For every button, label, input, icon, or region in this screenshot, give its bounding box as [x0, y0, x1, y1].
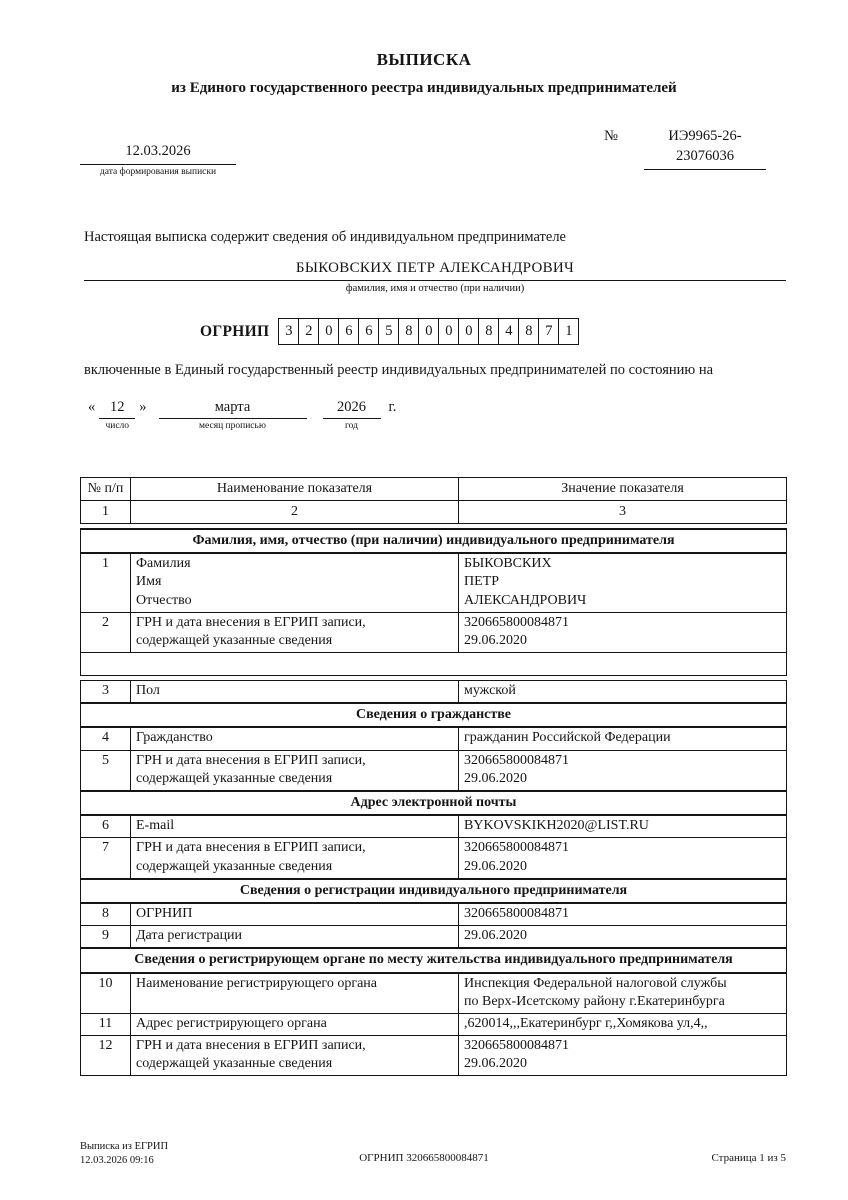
indicator-name-cell: [131, 553, 459, 612]
cell-line: 29.06.2020: [464, 928, 527, 944]
as-of-day-caption: число: [105, 420, 130, 431]
section-row: [81, 529, 787, 553]
cell-line: 29.06.2020: [464, 770, 527, 786]
cell-line: ГРН и дата внесения в ЕГРИП записи,: [136, 614, 366, 630]
section-row: [81, 791, 787, 815]
indicator-name-cell: [131, 1036, 459, 1076]
ogrnip-digit-box: 1: [558, 318, 579, 345]
data-row: [81, 926, 787, 949]
cell-line: Адрес регистрирующего органа: [136, 1015, 327, 1031]
footer-timestamp: 12.03.2026 09:16: [80, 1154, 154, 1166]
cell-line: Имя: [136, 574, 162, 590]
data-row: [81, 681, 787, 704]
row-number-cell: 3: [81, 681, 131, 704]
row-number-cell: 10: [81, 973, 131, 1014]
intro-text: Настоящая выписка содержит сведения об индивидуальном предпринимателе: [84, 229, 566, 245]
spacer-cell: [81, 653, 787, 676]
ogrnip-digit-box: 8: [518, 318, 539, 345]
cell-line: E-mail: [136, 818, 175, 834]
indicator-name-cell: [131, 681, 459, 704]
table-header-row: [81, 477, 787, 500]
indicator-name-cell: [131, 815, 459, 838]
ogrnip-digit-box: 6: [358, 318, 379, 345]
section-row: [81, 879, 787, 903]
row-number-cell: 9: [81, 926, 131, 949]
cell-line: Дата регистрации: [136, 928, 243, 944]
column-number: 1: [81, 500, 131, 523]
cell-line: 29.06.2020: [464, 1056, 527, 1072]
column-header: Значение показателя: [459, 477, 787, 500]
as-of-day-blank: [99, 399, 135, 431]
row-number-cell: 2: [81, 612, 131, 652]
column-number: 2: [131, 500, 459, 523]
as-of-month: марта: [159, 399, 307, 419]
cell-line: 320665800084871: [464, 840, 569, 856]
column-header: Наименование показателя: [131, 477, 459, 500]
indicator-name-cell: [131, 973, 459, 1014]
cell-line: Наименование регистрирующего органа: [136, 975, 377, 991]
extract-number-block: [604, 127, 766, 177]
as-of-date-row: [84, 399, 848, 431]
cell-line: 320665800084871: [464, 905, 569, 921]
cell-line: ГРН и дата внесения в ЕГРИП записи,: [136, 752, 366, 768]
section-title: Сведения о регистрирующем органе по месту жительства индивидуального предпринимателя: [81, 948, 787, 972]
footer-doc-type: Выписка из ЕГРИП: [80, 1141, 169, 1152]
row-number-cell: 11: [81, 1013, 131, 1035]
cell-line: ГРН и дата внесения в ЕГРИП записи,: [136, 1038, 366, 1054]
as-of-day: 12: [99, 399, 135, 419]
spacer-row: [81, 653, 787, 676]
row-number-cell: 1: [81, 553, 131, 612]
cell-line: ГРН и дата внесения в ЕГРИП записи,: [136, 840, 366, 856]
row-number-cell: 12: [81, 1036, 131, 1076]
ogrnip-digit-box: 0: [458, 318, 479, 345]
cell-line: ОГРНИП: [136, 905, 193, 921]
as-of-year: 2026: [323, 399, 381, 419]
cell-line: 320665800084871: [464, 752, 569, 768]
page-footer: [0, 1140, 848, 1172]
indicator-value-cell: [459, 903, 787, 926]
cell-line: 29.06.2020: [464, 632, 527, 648]
column-number-row: [81, 500, 787, 523]
column-header: № п/п: [81, 477, 131, 500]
row-number-cell: 4: [81, 727, 131, 750]
cell-line: ПЕТР: [464, 574, 499, 590]
ogrnip-row: [200, 318, 848, 345]
ogrnip-digit-box: 0: [438, 318, 459, 345]
document-title: ВЫПИСКА: [376, 50, 472, 69]
ogrnip-digit-box: 4: [498, 318, 519, 345]
cell-line: содержащей указанные сведения: [136, 632, 333, 648]
indicator-value-cell: [459, 681, 787, 704]
cell-line: содержащей указанные сведения: [136, 1056, 333, 1072]
indicator-value-cell: [459, 1013, 787, 1035]
cell-line: Отчество: [136, 592, 192, 608]
cell-line: Инспекция Федеральной налоговой службы: [464, 975, 727, 991]
cell-line: Гражданство: [136, 730, 213, 746]
indicator-value-cell: [459, 815, 787, 838]
number-sign: №: [604, 128, 618, 144]
section-row: [81, 948, 787, 972]
indicator-value-cell: [459, 973, 787, 1014]
indicator-value-cell: [459, 553, 787, 612]
cell-line: содержащей указанные сведения: [136, 770, 333, 786]
formation-date: 12.03.2026: [80, 143, 236, 165]
document-subtitle: из Единого государственного реестра индивидуальных предпринимателей: [171, 80, 677, 96]
cell-line: содержащей указанные сведения: [136, 858, 333, 874]
ogrnip-digit-boxes: [278, 318, 579, 345]
ogrnip-digit-box: 5: [378, 318, 399, 345]
as-of-year-blank: [323, 399, 381, 431]
indicator-value-cell: [459, 1036, 787, 1076]
indicator-value-cell: [459, 750, 787, 791]
section-row: [81, 703, 787, 727]
extract-number-line1: ИЭ9965-26-: [668, 128, 742, 144]
indicator-name-cell: [131, 926, 459, 949]
row-number-cell: 6: [81, 815, 131, 838]
data-row: [81, 1013, 787, 1035]
data-row: [81, 815, 787, 838]
indicator-value-cell: [459, 838, 787, 879]
cell-line: 29.06.2020: [464, 858, 527, 874]
info-table: [80, 528, 787, 676]
cell-line: гражданин Российской Федерации: [464, 730, 671, 746]
cell-line: по Верх-Исетскому району г.Екатеринбурга: [464, 993, 725, 1009]
as-of-year-caption: год: [345, 420, 358, 431]
section-title: Сведения о регистрации индивидуального предпринимателя: [81, 879, 787, 903]
header-row: [80, 127, 766, 177]
indicator-name-cell: [131, 903, 459, 926]
ogrnip-digit-box: 0: [318, 318, 339, 345]
entrepreneur-name-block: [84, 260, 786, 281]
section-title: Сведения о гражданстве: [81, 703, 787, 727]
cell-line: BYKOVSKIKH2020@LIST.RU: [464, 818, 649, 834]
row-number-cell: 7: [81, 838, 131, 879]
data-row: [81, 903, 787, 926]
cell-line: 320665800084871: [464, 614, 569, 630]
entrepreneur-name-caption: фамилия, имя и отчество (при наличии): [345, 283, 525, 294]
ogrnip-digit-box: 7: [538, 318, 559, 345]
data-row: [81, 973, 787, 1014]
section-title: Фамилия, имя, отчество (при наличии) индивидуального предпринимателя: [81, 529, 787, 553]
ogrnip-digit-box: 6: [338, 318, 359, 345]
ogrnip-label: ОГРНИП: [200, 322, 270, 340]
section-title: Адрес электронной почты: [81, 791, 787, 815]
indicator-name-cell: [131, 838, 459, 879]
as-of-month-caption: месяц прописью: [199, 420, 266, 431]
indicator-name-cell: [131, 727, 459, 750]
data-row: [81, 750, 787, 791]
indicator-value-cell: [459, 612, 787, 652]
indicator-tables: [80, 477, 848, 1077]
cell-line: мужской: [464, 683, 516, 699]
as-of-month-blank: [159, 399, 307, 431]
data-row: [81, 612, 787, 652]
indicator-name-cell: [131, 750, 459, 791]
cell-line: АЛЕКСАНДРОВИЧ: [464, 592, 587, 608]
row-number-cell: 8: [81, 903, 131, 926]
ogrnip-digit-box: 8: [478, 318, 499, 345]
cell-line: БЫКОВСКИХ: [464, 556, 552, 572]
data-row: [81, 838, 787, 879]
column-number: 3: [459, 500, 787, 523]
year-suffix: г.: [388, 398, 397, 415]
close-quote: »: [139, 398, 147, 415]
included-text: включенные в Единый государственный реестр индивидуальных предпринимателей по состоянию на: [84, 362, 714, 378]
ogrnip-digit-box: 0: [418, 318, 439, 345]
ogrnip-digit-box: 2: [298, 318, 319, 345]
open-quote: «: [88, 398, 96, 415]
ogrnip-digit-box: 3: [278, 318, 299, 345]
info-table: [80, 477, 787, 524]
ogrnip-digit-box: 8: [398, 318, 419, 345]
row-number-cell: 5: [81, 750, 131, 791]
data-row: [81, 1036, 787, 1076]
info-table: [80, 680, 787, 1076]
cell-line: 320665800084871: [464, 1038, 569, 1054]
indicator-value-cell: [459, 727, 787, 750]
footer-ogrnip: ОГРНИП 320665800084871: [359, 1152, 489, 1164]
data-row: [81, 727, 787, 750]
extract-number: [644, 127, 766, 170]
extract-number-line2: 23076036: [676, 147, 734, 164]
indicator-name-cell: [131, 612, 459, 652]
cell-line: Фамилия: [136, 556, 191, 572]
cell-line: Пол: [136, 683, 160, 699]
cell-line: ,620014,,,Екатеринбург г,,Хомякова ул,4,,: [464, 1015, 708, 1031]
entrepreneur-name: БЫКОВСКИХ ПЕТР АЛЕКСАНДРОВИЧ: [295, 260, 575, 276]
formation-date-caption: дата формирования выписки: [99, 167, 217, 177]
data-row: [81, 553, 787, 612]
indicator-name-cell: [131, 1013, 459, 1035]
indicator-value-cell: [459, 926, 787, 949]
formation-date-block: [80, 127, 236, 177]
footer-page-number: Страница 1 из 5: [711, 1152, 786, 1164]
